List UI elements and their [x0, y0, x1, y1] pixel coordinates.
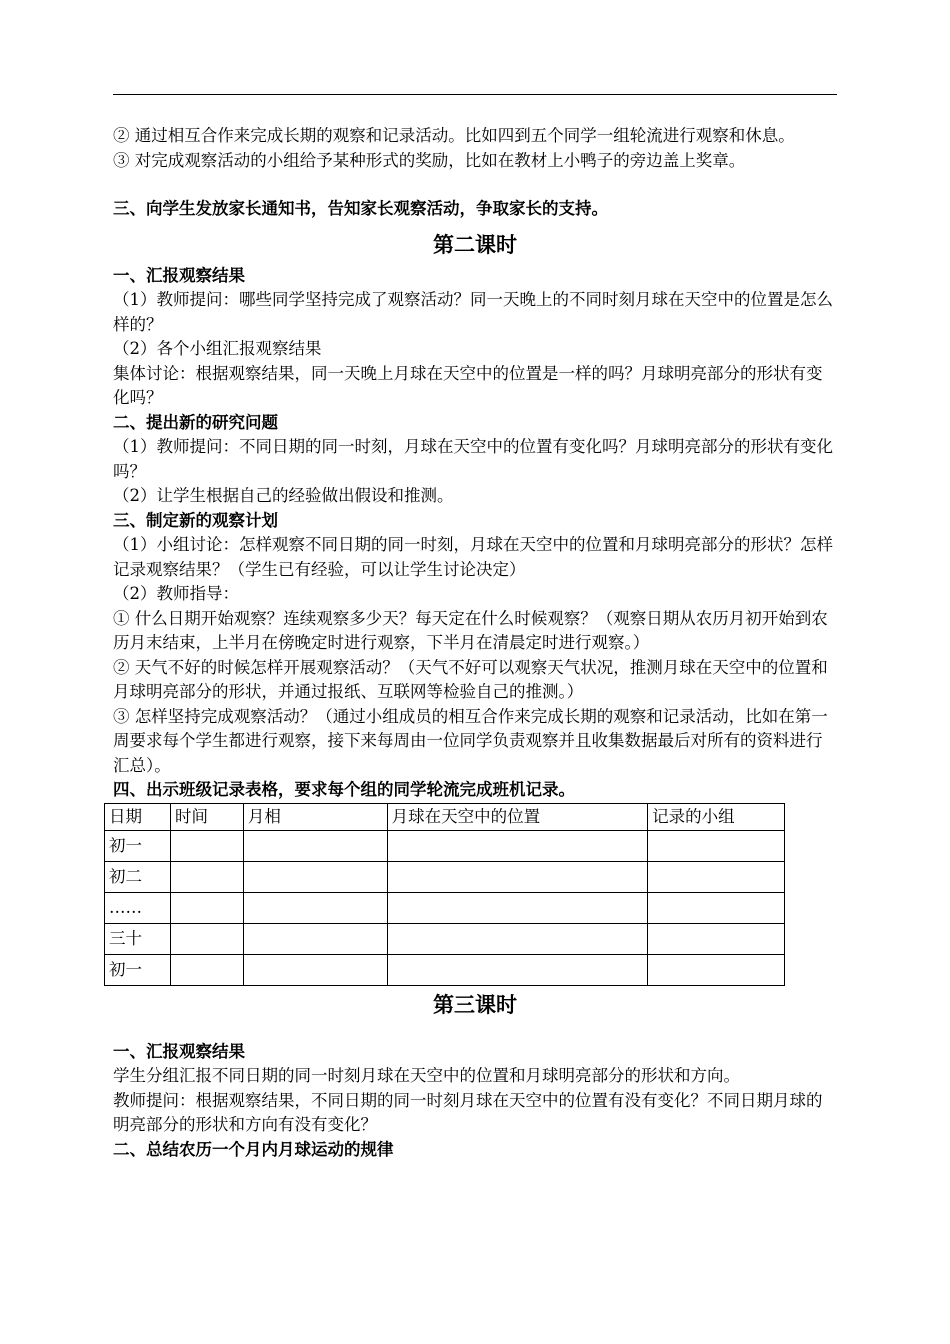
lesson2-s3-heading: 三、制定新的观察计划	[113, 510, 278, 530]
record-table-header	[105, 803, 785, 830]
row-date-cell: 初二	[105, 861, 171, 892]
empty-cell	[387, 923, 648, 954]
header-cell-group: 记录的小组	[648, 803, 785, 830]
table-row	[105, 830, 785, 861]
empty-cell	[170, 954, 243, 985]
empty-cell	[170, 923, 243, 954]
lesson2-s2-p2: （2）让学生根据自己的经验做出假设和推测。	[113, 486, 454, 505]
lesson2-s3-p2: （2）教师指导：	[113, 584, 239, 603]
lesson2-s3-p4: ② 天气不好的时候怎样开展观察活动？（天气不好可以观察天气状况，推测月球在天空中的位置和月球明亮部分的形状，并通过报纸、互联网等检验自己的推测。）	[113, 657, 828, 701]
empty-cell	[170, 861, 243, 892]
lesson2-s1-p1: （1）教师提问：哪些同学坚持完成了观察活动？同一天晚上的不同时刻月球在天空中的位置是怎么样的？	[113, 290, 833, 334]
lesson2-s1-p2: （2）各个小组汇报观察结果	[113, 339, 322, 358]
lesson1-item-2: ② 通过相互合作来完成长期的观察和记录活动。比如四到五个同学一组轮流进行观察和休息。	[113, 126, 795, 145]
empty-cell	[648, 954, 785, 985]
lesson2-s4-heading: 四、出示班级记录表格，要求每个组的同学轮流完成班机记录。	[113, 780, 575, 799]
empty-cell	[243, 954, 387, 985]
row-date-cell: ……	[105, 892, 171, 923]
row-date-cell: 初一	[105, 830, 171, 861]
header-rule	[113, 94, 837, 95]
empty-cell	[243, 892, 387, 923]
lesson1-section-3-heading: 三、向学生发放家长通知书，告知家长观察活动，争取家长的支持。	[113, 199, 608, 218]
lesson2-title: 第二课时	[433, 231, 517, 257]
lesson3-s1-p2: 教师提问：根据观察结果，不同日期的同一时刻月球在天空中的位置有没有变化？不同日期月球的明亮部分的形状和方向有没有变化？	[113, 1090, 823, 1134]
empty-cell	[243, 923, 387, 954]
document-body	[109, 124, 837, 1162]
empty-cell	[648, 861, 785, 892]
empty-cell	[243, 830, 387, 861]
row-date-cell: 初一	[105, 954, 171, 985]
empty-cell	[648, 830, 785, 861]
header-cell-position: 月球在天空中的位置	[387, 803, 648, 830]
empty-cell	[387, 861, 648, 892]
empty-cell	[387, 954, 648, 985]
table-row	[105, 861, 785, 892]
empty-cell	[387, 892, 648, 923]
empty-cell	[387, 830, 648, 861]
table-row	[105, 892, 785, 923]
table-row	[105, 954, 785, 985]
lesson2-s1-heading: 一、汇报观察结果	[113, 265, 245, 285]
lesson2-s3-p3: ① 什么日期开始观察？连续观察多少天？每天定在什么时候观察？（观察日期从农历月初开始到农历月末结束，上半月在傍晚定时进行观察，下半月在清晨定时进行观察。）	[113, 608, 828, 652]
header-cell-date: 日期	[105, 803, 171, 830]
empty-cell	[648, 892, 785, 923]
empty-cell	[170, 830, 243, 861]
empty-cell	[243, 861, 387, 892]
lesson3-s2-heading: 二、总结农历一个月内月球运动的规律	[113, 1139, 394, 1159]
empty-cell	[170, 892, 243, 923]
lesson3-title: 第三课时	[433, 991, 517, 1017]
lesson1-item-3: ③ 对完成观察活动的小组给予某种形式的奖励，比如在教材上小鸭子的旁边盖上奖章。	[113, 150, 746, 170]
row-date-cell: 三十	[105, 923, 171, 954]
record-table	[104, 803, 785, 986]
header-cell-phase: 月相	[243, 803, 387, 830]
lesson2-s2-p1: （1）教师提问：不同日期的同一时刻，月球在天空中的位置有变化吗？月球明亮部分的形状有变化吗？	[113, 437, 833, 481]
lesson3-s1-p1: 学生分组汇报不同日期的同一时刻月球在天空中的位置和月球明亮部分的形状和方向。	[113, 1066, 740, 1085]
lesson2-s3-p5: ③ 怎样坚持完成观察活动？（通过小组成员的相互合作来完成长期的观察和记录活动，比如在第一周要求每个学生都进行观察，接下来每周由一位同学负责观察并且收集数据最后对所有的资料进行汇总）。	[113, 706, 828, 775]
lesson3-s1-heading: 一、汇报观察结果	[113, 1041, 245, 1061]
empty-cell	[648, 923, 785, 954]
lesson2-s1-p3: 集体讨论：根据观察结果，同一天晚上月球在天空中的位置是一样的吗？月球明亮部分的形状有变化吗？	[113, 363, 823, 407]
lesson2-s2-heading: 二、提出新的研究问题	[113, 412, 278, 432]
table-row	[105, 923, 785, 954]
lesson2-s3-p1: （1）小组讨论：怎样观察不同日期的同一时刻，月球在天空中的位置和月球明亮部分的形状？怎样记录观察结果？（学生已有经验，可以让学生讨论决定）	[113, 535, 833, 579]
header-cell-time: 时间	[170, 803, 243, 830]
